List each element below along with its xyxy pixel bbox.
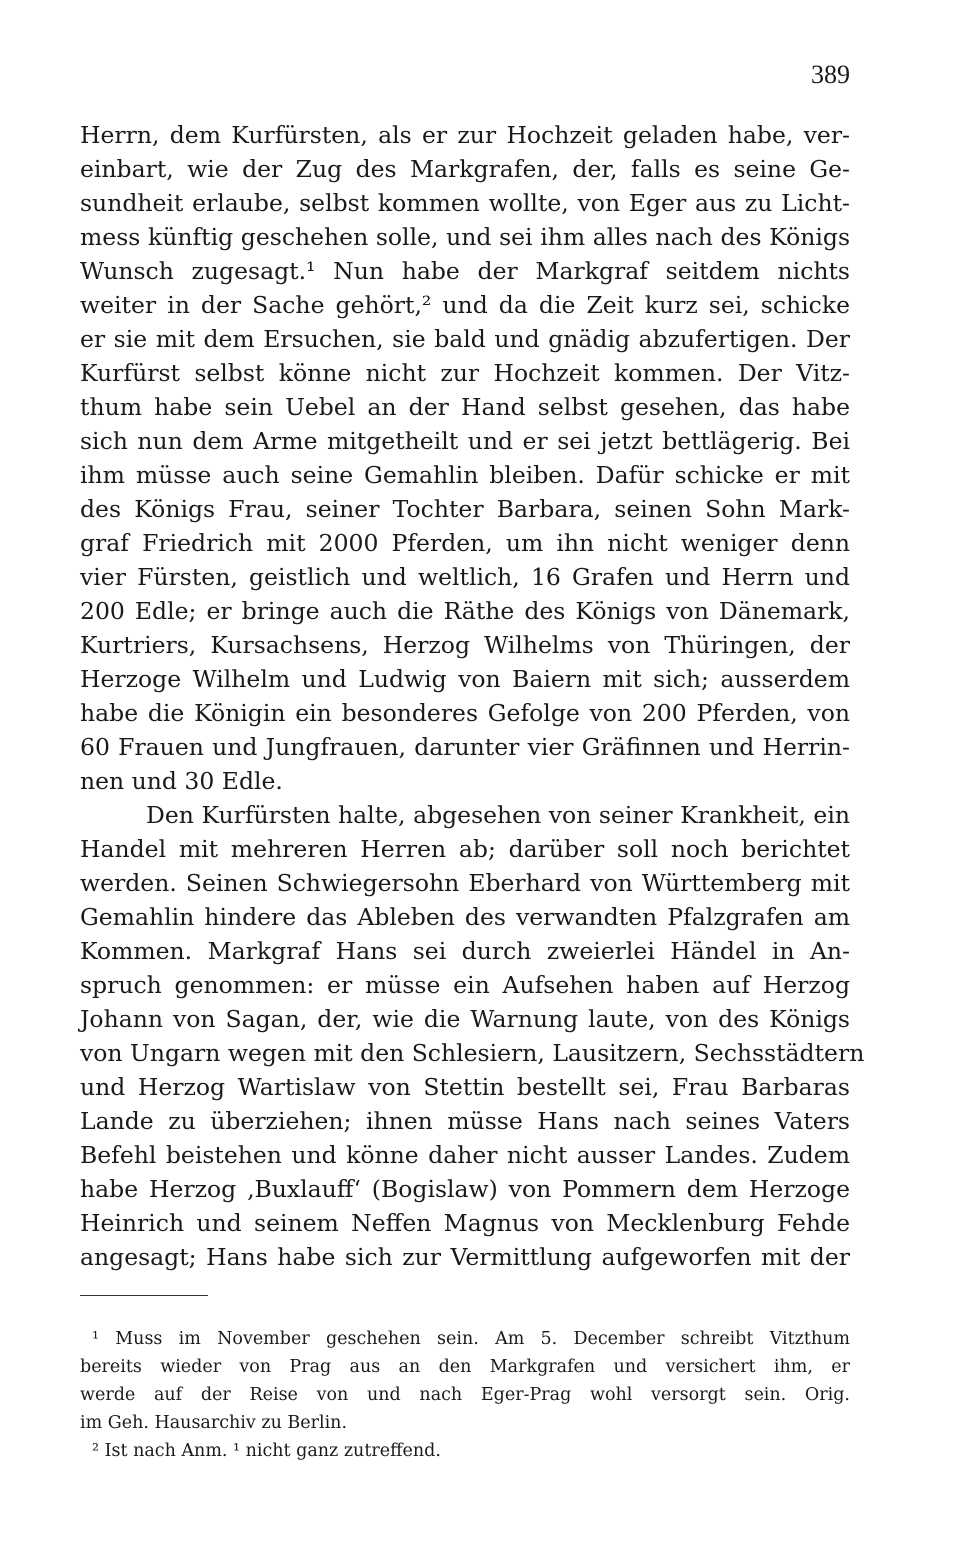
text-line: vier Fürsten, geistlich und weltlich, 16 Grafen und Herrn und — [80, 563, 850, 591]
page-number: 389 — [811, 60, 850, 89]
text-line: graf Friedrich mit 2000 Pferden, um ihn nicht weniger denn — [80, 529, 850, 557]
text-line: Befehl beistehen und könne daher nicht ausser Landes. Zudem — [80, 1141, 850, 1169]
text-line: sich nun dem Arme mitgetheilt und er sei jetzt bettlägerig. Bei — [80, 427, 850, 455]
text-line: spruch genommen: er müsse ein Aufsehen haben auf Herzog — [80, 971, 850, 999]
text-line: des Königs Frau, seiner Tochter Barbara, seinen Sohn Mark- — [80, 495, 850, 523]
text-line: Kurfürst selbst könne nicht zur Hochzeit kommen. Der Vitz- — [80, 359, 850, 387]
text-line: weiter in der Sache gehört,² und da die Zeit kurz sei, schicke — [80, 291, 850, 319]
text-line: von Ungarn wegen mit den Schlesiern, Lausitzern, Sechsstädtern — [80, 1039, 865, 1067]
text-line: 200 Edle; er bringe auch die Räthe des Königs von Dänemark, — [80, 597, 850, 625]
text-line: sundheit erlaube, selbst kommen wollte, von Eger aus zu Licht- — [80, 189, 850, 217]
text-line: Heinrich und seinem Neffen Magnus von Mecklenburg Fehde — [80, 1209, 850, 1237]
text-line: Handel mit mehreren Herren ab; darüber soll noch berichtet — [80, 835, 850, 863]
text-line: ihm müsse auch seine Gemahlin bleiben. Dafür schicke er mit — [80, 461, 850, 489]
text-line: Lande zu überziehen; ihnen müsse Hans nach seines Vaters — [80, 1107, 850, 1135]
text-line: 60 Frauen und Jungfrauen, darunter vier Gräfinnen und Herrin- — [80, 733, 850, 761]
text-line: angesagt; Hans habe sich zur Vermittlung aufgeworfen mit der — [80, 1243, 850, 1271]
footnote-divider — [80, 1295, 208, 1296]
text-line: Kommen. Markgraf Hans sei durch zweierlei Händel in An- — [80, 937, 850, 965]
text-line: habe die Königin ein besonderes Gefolge von 200 Pferden, von — [80, 699, 850, 727]
footnote-1-line: ¹ Muss im November geschehen sein. Am 5. December schreibt Vitzthum — [92, 1329, 850, 1349]
text-line: mess künftig geschehen solle, und sei ihm alles nach des Königs — [80, 223, 850, 251]
text-line: Kurtriers, Kursachsens, Herzog Wilhelms von Thüringen, der — [80, 631, 850, 659]
text-line: Gemahlin hindere das Ableben des verwandten Pfalzgrafen am — [80, 903, 850, 931]
text-line: thum habe sein Uebel an der Hand selbst gesehen, das habe — [80, 393, 850, 421]
text-line: nen und 30 Edle. — [80, 767, 283, 795]
footnotes — [80, 1325, 850, 1465]
text-line: Herrn, dem Kurfürsten, als er zur Hochzeit geladen habe, ver- — [80, 121, 850, 149]
body-text — [80, 118, 865, 1274]
text-line: Johann von Sagan, der, wie die Warnung laute, von des Königs — [80, 1005, 850, 1033]
text-line: Herzoge Wilhelm und Ludwig von Baiern mit sich; ausserdem — [80, 665, 850, 693]
footnote-2-line: ² Ist nach Anm. ¹ nicht ganz zutreffend. — [92, 1441, 441, 1461]
text-line: er sie mit dem Ersuchen, sie bald und gnädig abzufertigen. Der — [80, 325, 850, 353]
footnote-1-line: werde auf der Reise von und nach Eger-Prag wohl versorgt sein. Orig. — [80, 1385, 850, 1405]
footnote-1-line: im Geh. Hausarchiv zu Berlin. — [80, 1413, 348, 1433]
text-line: und Herzog Wartislaw von Stettin bestellt sei, Frau Barbaras — [80, 1073, 850, 1101]
text-line: werden. Seinen Schwiegersohn Eberhard von Württemberg mit — [80, 869, 850, 897]
text-line: einbart, wie der Zug des Markgrafen, der, falls es seine Ge- — [80, 155, 850, 183]
text-line: habe Herzog ‚Buxlauff‘ (Bogislaw) von Pommern dem Herzoge — [80, 1175, 850, 1203]
text-line: Wunsch zugesagt.¹ Nun habe der Markgraf seitdem nichts — [80, 257, 850, 285]
text-line: Den Kurfürsten halte, abgesehen von seiner Krankheit, ein — [146, 801, 850, 829]
footnote-1-line: bereits wieder von Prag aus an den Markgrafen und versichert ihm, er — [80, 1357, 850, 1377]
